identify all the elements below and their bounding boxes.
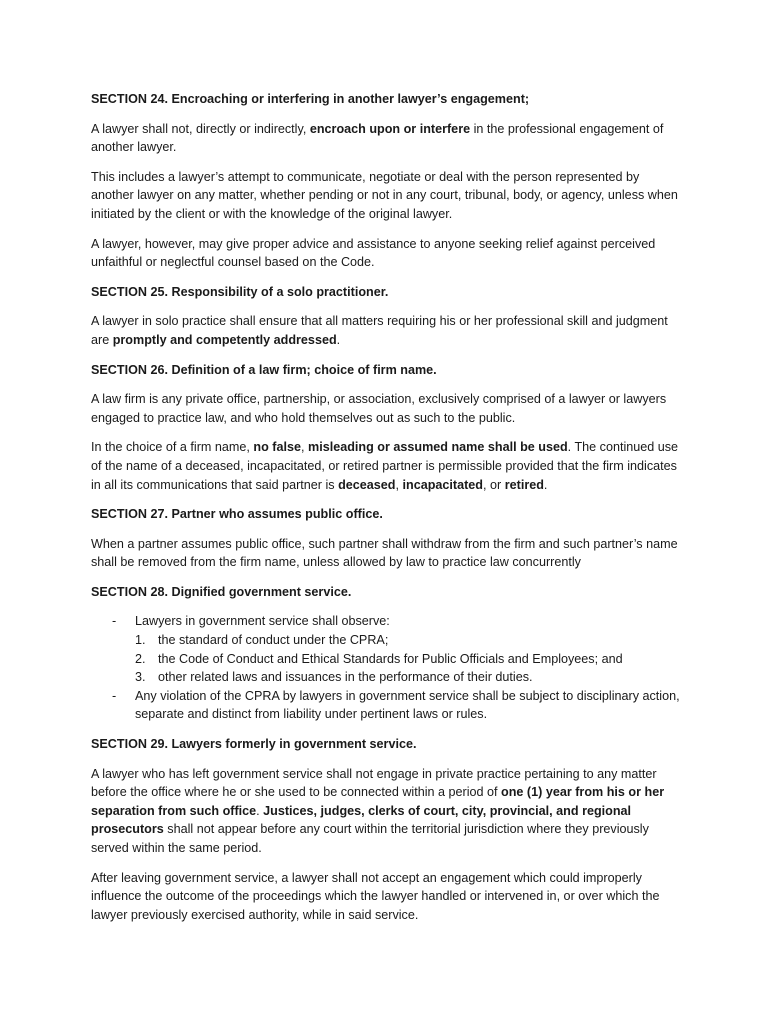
dash-marker: - [112, 614, 117, 629]
text-run: in the professional engagement of another lawyer. [91, 121, 664, 155]
section-25-paragraph-1 [91, 312, 681, 349]
text-run: . The continued use of the name of a deceased, incapacitated, or retired partner is permissible provided that the firm indicates in all its communications that said partner is [91, 440, 679, 492]
section-26-paragraph-2 [91, 438, 681, 494]
number-marker: 2. [135, 651, 146, 666]
numbered-item-text: the Code of Conduct and Ethical Standards for Public Officials and Employees; and [158, 651, 623, 666]
section-29-heading: SECTION 29. Lawyers formerly in government service. [91, 737, 417, 752]
section-29-paragraph-1 [91, 765, 681, 858]
text-run: A lawyer in solo practice shall ensure that all matters requiring his or her professional skill and judgment are [91, 314, 668, 347]
text-run: . [543, 477, 548, 492]
section-28-bullet-list [91, 612, 681, 724]
bullet-item [91, 687, 681, 724]
section-26-paragraph-1: A law firm is any private office, partnership, or association, exclusively comprised of a lawyer or lawyers engaged to practice law, and who hold themselves out as such to the public. [91, 392, 667, 425]
bold-text-run: deceased [338, 477, 396, 492]
bold-text-run: no false [253, 440, 301, 455]
numbered-item [135, 668, 681, 687]
section-24-heading: SECTION 24. Encroaching or interfering in another lawyer’s engagement; [91, 92, 530, 106]
section-27-heading: SECTION 27. Partner who assumes public office. [91, 507, 383, 522]
bold-text-run: promptly and competently addressed [112, 332, 337, 347]
dash-marker: - [112, 688, 117, 703]
section-29-paragraph-2: After leaving government service, a lawyer shall not accept an engagement which could improperly influence the outcome of the proceedings which the lawyer handled or intervened in, or over which the lawyer previously exercised authority, while in said service. [91, 870, 660, 922]
text-run: In the choice of a firm name, [91, 440, 254, 455]
bullet-item [91, 612, 681, 686]
section-24-paragraph-2: This includes a lawyer’s attempt to communicate, negotiate or deal with the person represented by another lawyer on any matter, whether pending or not in any court, tribunal, body, or agency, unless when initiated by the client or with the knowledge of the original lawyer. [91, 169, 678, 221]
section-27-paragraph-1: When a partner assumes public office, such partner shall withdraw from the firm and such partner’s name shall be removed from the firm name, unless allowed by law to practice law concurrently [91, 536, 678, 570]
bold-text-run: one (1) year from his or her separation from such office [91, 785, 665, 818]
section-25-heading: SECTION 25. Responsibility of a solo practitioner. [91, 284, 389, 299]
numbered-item [135, 631, 681, 650]
text-run: A lawyer shall not, directly or indirectly, [91, 121, 310, 136]
numbered-item-text: the standard of conduct under the CPRA; [158, 633, 389, 648]
number-marker: 1. [135, 633, 146, 648]
text-run: . [336, 332, 341, 347]
text-run: , or [483, 477, 505, 492]
text-run: A lawyer who has left government service shall not engage in private practice pertaining to any matter before the office where he or she used to be connected within a period of [91, 766, 657, 800]
numbered-item-text: other related laws and issuances in the performance of their duties. [158, 670, 533, 685]
text-run: , [395, 477, 403, 492]
bold-text-run: Justices, judges, clerks of court, city, provincial, and regional prosecutors [91, 803, 632, 837]
section-26-heading: SECTION 26. Definition of a law firm; choice of firm name. [91, 362, 437, 377]
numbered-list [135, 631, 681, 687]
text-run: . [256, 803, 264, 818]
number-marker: 3. [135, 670, 146, 685]
bold-text-run: misleading or assumed name shall be used [308, 440, 568, 455]
numbered-item [135, 650, 681, 669]
bullet-text: Lawyers in government service shall observe: [135, 614, 390, 629]
bullet-text: Any violation of the CPRA by lawyers in government service shall be subject to disciplinary action, separate and distinct from liability under pertinent laws or rules. [135, 688, 680, 722]
document-page [91, 90, 681, 935]
section-28-heading: SECTION 28. Dignified government service. [91, 584, 352, 599]
bold-text-run: encroach upon or interfere [309, 121, 471, 136]
text-run: shall not appear before any court within the territorial jurisdiction where they previously served within the same period. [91, 822, 649, 855]
section-24-paragraph-3: A lawyer, however, may give proper advice and assistance to anyone seeking relief against perceived unfaithful or neglectful counsel based on the Code. [91, 236, 656, 270]
section-24-paragraph-1 [91, 120, 681, 157]
bold-text-run: incapacitated [402, 477, 484, 492]
text-run: , [301, 440, 308, 455]
bold-text-run: retired [504, 477, 544, 492]
